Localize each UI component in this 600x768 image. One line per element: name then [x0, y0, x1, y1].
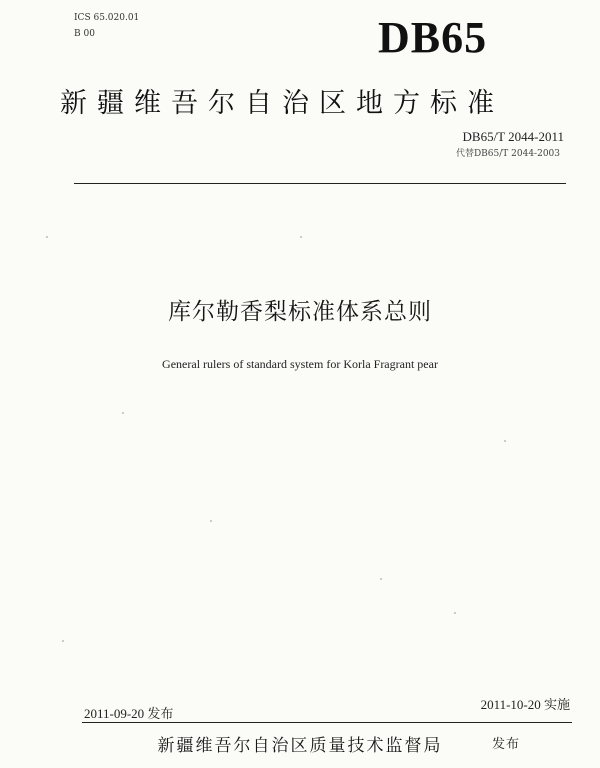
issue-date: 2011-09-20 发布: [84, 706, 174, 721]
document-title-chinese: 库尔勒香梨标准体系总则: [168, 299, 432, 325]
document-title-english: General rulers of standard system for Korla Fragrant pear: [162, 357, 438, 371]
replaces-note: 代替DB65/T 2044-2003: [455, 149, 560, 159]
implementation-date: 2011-10-20 实施: [480, 697, 570, 712]
scan-speck: [46, 236, 48, 238]
issuing-label: 发布: [492, 737, 521, 752]
standard-logo: DB65: [378, 13, 488, 62]
scan-speck: [122, 412, 124, 414]
scan-speck: [300, 236, 302, 238]
ics-code: ICS 65.020.01: [74, 13, 140, 23]
scan-speck: [380, 578, 382, 580]
scan-speck: [454, 612, 456, 614]
scan-speck: [210, 520, 212, 522]
scan-speck: [504, 440, 506, 442]
scan-speck: [62, 640, 64, 642]
footer-divider: [82, 722, 572, 723]
standard-type-heading: 新疆维吾尔自治区地方标准: [60, 88, 504, 119]
standard-number: DB65/T 2044-2011: [462, 129, 564, 144]
header-divider: [74, 183, 566, 184]
ccs-code: B 00: [74, 29, 95, 39]
issuing-authority: 新疆维吾尔自治区质量技术监督局: [157, 736, 443, 756]
